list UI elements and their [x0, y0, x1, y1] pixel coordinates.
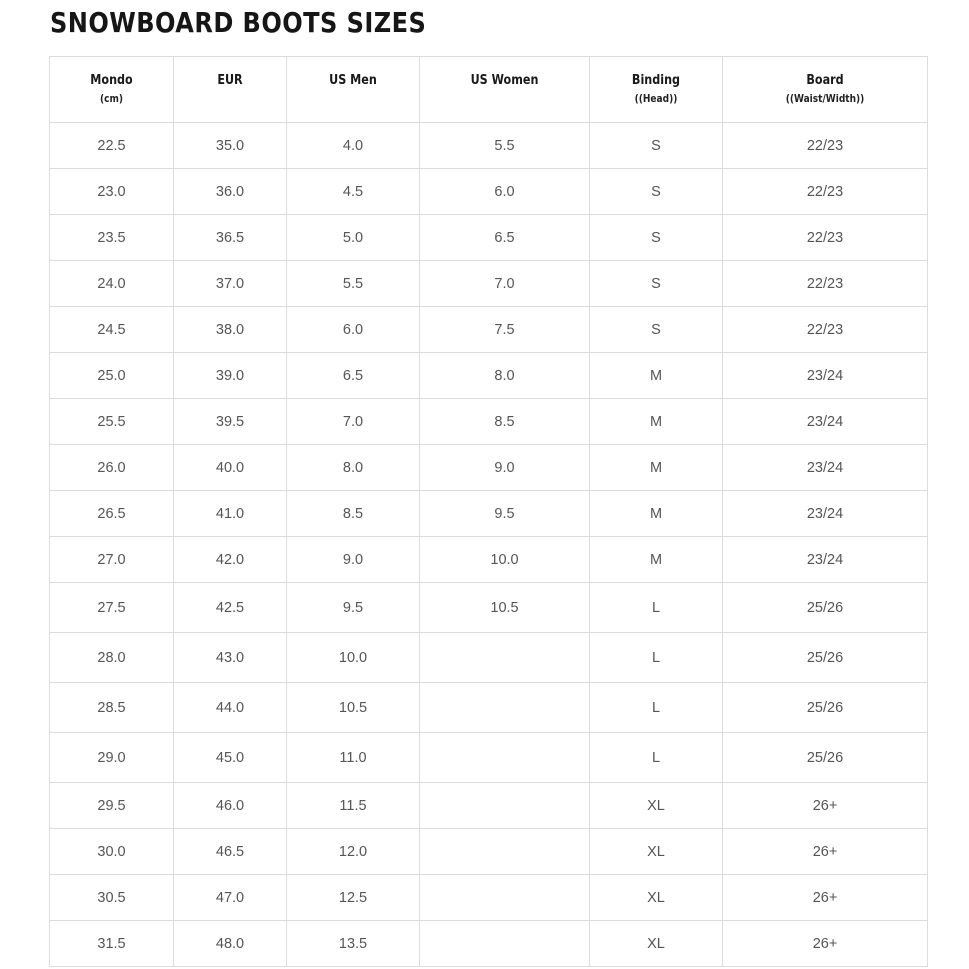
table-row	[50, 399, 928, 445]
table-cell: 25/26	[723, 583, 928, 633]
table-cell: 5.0	[287, 215, 420, 261]
table-cell: 10.0	[287, 633, 420, 683]
table-cell: 44.0	[174, 683, 287, 733]
table-cell	[420, 829, 590, 875]
table-cell: 13.5	[287, 921, 420, 967]
table-cell: 7.0	[287, 399, 420, 445]
table-cell: L	[590, 633, 723, 683]
table-cell: S	[590, 307, 723, 353]
column-header-sublabel: ((Waist/Width))	[785, 93, 865, 105]
table-cell: 30.0	[50, 829, 174, 875]
column-header-label: US Men	[329, 73, 377, 88]
size-chart-table	[49, 56, 928, 967]
table-cell: 27.5	[50, 583, 174, 633]
table-row	[50, 921, 928, 967]
table-row	[50, 169, 928, 215]
column-header	[50, 57, 174, 123]
table-body	[50, 123, 928, 967]
table-row	[50, 875, 928, 921]
table-cell: S	[590, 169, 723, 215]
table-cell: 23/24	[723, 537, 928, 583]
table-cell: 25/26	[723, 733, 928, 783]
table-cell: 24.5	[50, 307, 174, 353]
table-cell: 41.0	[174, 491, 287, 537]
table-cell: 26+	[723, 783, 928, 829]
table-cell: 6.0	[287, 307, 420, 353]
table-cell: 27.0	[50, 537, 174, 583]
table-cell: 37.0	[174, 261, 287, 307]
table-cell: 5.5	[420, 123, 590, 169]
table-cell: 46.5	[174, 829, 287, 875]
table-cell: 26+	[723, 921, 928, 967]
table-cell: 22/23	[723, 123, 928, 169]
column-header-label: Board	[806, 73, 844, 88]
table-cell: XL	[590, 875, 723, 921]
table-cell: M	[590, 353, 723, 399]
table-cell: S	[590, 261, 723, 307]
table-row	[50, 683, 928, 733]
table-cell: M	[590, 399, 723, 445]
table-cell: 26.5	[50, 491, 174, 537]
table-cell: 22/23	[723, 169, 928, 215]
table-row	[50, 307, 928, 353]
table-cell: 28.5	[50, 683, 174, 733]
table-cell: L	[590, 733, 723, 783]
table-cell: L	[590, 683, 723, 733]
table-cell: 42.5	[174, 583, 287, 633]
table-row	[50, 215, 928, 261]
table-cell: 23/24	[723, 353, 928, 399]
table-cell: 26+	[723, 875, 928, 921]
table-cell: M	[590, 537, 723, 583]
table-cell: L	[590, 583, 723, 633]
table-cell: 30.5	[50, 875, 174, 921]
table-cell: 26.0	[50, 445, 174, 491]
table-cell: 9.0	[420, 445, 590, 491]
table-cell: 46.0	[174, 783, 287, 829]
column-header	[287, 57, 420, 123]
table-cell: 36.5	[174, 215, 287, 261]
column-header	[420, 57, 590, 123]
table-cell: 8.5	[420, 399, 590, 445]
table-cell: 48.0	[174, 921, 287, 967]
table-cell: 9.0	[287, 537, 420, 583]
table-cell: M	[590, 445, 723, 491]
table-cell: 9.5	[420, 491, 590, 537]
column-header-label: Binding	[631, 73, 681, 88]
table-cell: 31.5	[50, 921, 174, 967]
table-cell: 23.5	[50, 215, 174, 261]
table-cell: 11.5	[287, 783, 420, 829]
table-cell: 39.0	[174, 353, 287, 399]
table-cell: 10.5	[420, 583, 590, 633]
table-cell: M	[590, 491, 723, 537]
table-cell: S	[590, 123, 723, 169]
table-cell: 8.5	[287, 491, 420, 537]
table-cell	[420, 921, 590, 967]
column-header-sublabel: ((Head))	[634, 93, 678, 105]
table-row	[50, 733, 928, 783]
column-header-label: Mondo	[90, 73, 133, 88]
table-row	[50, 829, 928, 875]
table-cell: XL	[590, 921, 723, 967]
table-row	[50, 633, 928, 683]
header-row	[50, 57, 928, 123]
page-title: SNOWBOARD BOOTS SIZES	[50, 6, 427, 39]
table-cell	[420, 683, 590, 733]
column-header-label: EUR	[217, 73, 243, 88]
table-cell: 47.0	[174, 875, 287, 921]
table-row	[50, 583, 928, 633]
table-cell: 38.0	[174, 307, 287, 353]
table-cell: 11.0	[287, 733, 420, 783]
table-cell: XL	[590, 783, 723, 829]
table-cell: 22/23	[723, 215, 928, 261]
table-row	[50, 783, 928, 829]
table-cell: 25.0	[50, 353, 174, 399]
column-header	[590, 57, 723, 123]
table-cell	[420, 875, 590, 921]
column-header	[174, 57, 287, 123]
table-cell: 40.0	[174, 445, 287, 491]
table-row	[50, 491, 928, 537]
table-cell	[420, 783, 590, 829]
table-cell: 7.0	[420, 261, 590, 307]
table-cell: 12.0	[287, 829, 420, 875]
table-cell: 36.0	[174, 169, 287, 215]
table-cell: 4.0	[287, 123, 420, 169]
table-row	[50, 261, 928, 307]
table-cell: 6.0	[420, 169, 590, 215]
table-cell: 6.5	[420, 215, 590, 261]
table-cell: 22/23	[723, 307, 928, 353]
table-cell: XL	[590, 829, 723, 875]
table-cell	[420, 733, 590, 783]
table-cell: 25.5	[50, 399, 174, 445]
table-cell: 5.5	[287, 261, 420, 307]
table-cell: 8.0	[420, 353, 590, 399]
table-cell	[420, 633, 590, 683]
column-header-sublabel: (cm)	[99, 93, 124, 105]
table-cell: 7.5	[420, 307, 590, 353]
table-cell: 45.0	[174, 733, 287, 783]
table-cell: 23/24	[723, 399, 928, 445]
table-cell: 23.0	[50, 169, 174, 215]
table-cell: 28.0	[50, 633, 174, 683]
table-cell: 12.5	[287, 875, 420, 921]
column-header-label: US Women	[470, 73, 539, 88]
table-cell: 26+	[723, 829, 928, 875]
table-cell: S	[590, 215, 723, 261]
table-cell: 29.5	[50, 783, 174, 829]
table-cell: 22/23	[723, 261, 928, 307]
table-cell: 24.0	[50, 261, 174, 307]
table-cell: 23/24	[723, 445, 928, 491]
table-row	[50, 445, 928, 491]
table-cell: 9.5	[287, 583, 420, 633]
column-header	[723, 57, 928, 123]
table-row	[50, 537, 928, 583]
table-cell: 25/26	[723, 633, 928, 683]
table-row	[50, 353, 928, 399]
table-row	[50, 123, 928, 169]
table-cell: 39.5	[174, 399, 287, 445]
table-cell: 29.0	[50, 733, 174, 783]
table-cell: 6.5	[287, 353, 420, 399]
table-cell: 42.0	[174, 537, 287, 583]
table-cell: 25/26	[723, 683, 928, 733]
table-cell: 10.5	[287, 683, 420, 733]
table-cell: 8.0	[287, 445, 420, 491]
table-cell: 43.0	[174, 633, 287, 683]
table-cell: 35.0	[174, 123, 287, 169]
table-cell: 23/24	[723, 491, 928, 537]
table-cell: 22.5	[50, 123, 174, 169]
table-cell: 10.0	[420, 537, 590, 583]
table-cell: 4.5	[287, 169, 420, 215]
